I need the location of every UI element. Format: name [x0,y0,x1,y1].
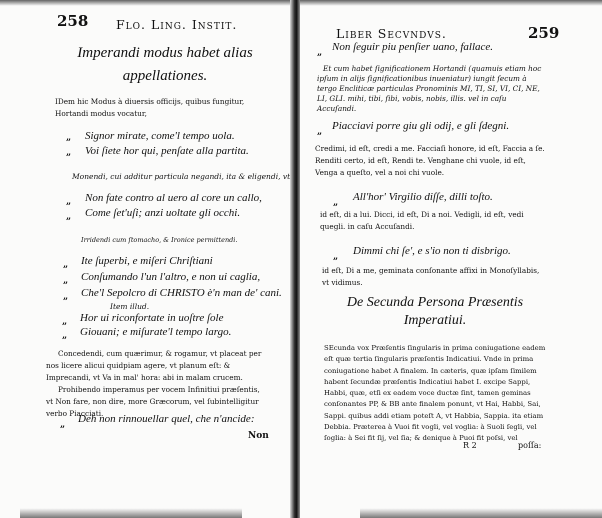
paragraph: id eſt, Di a me, geminata conſonante affixi in Monoſyllabis, vt vidimus. [322,266,540,287]
intro-paragraph: IDem hic Modus à diuersis officijs, quibus fungitur, Hortandi modus vocatur, [55,97,245,118]
verse-line: Hor ui riconfortate in uoſtre ſole [80,312,224,324]
verse-line: Signor mirate, come'l tempo uola. [85,130,235,142]
quote-mark: „ [62,317,68,327]
heading-line-1: De Secunda Persona Præsentis [346,295,524,310]
heading-line-2: appellationes. [122,68,208,84]
quote-mark: „ [62,331,68,341]
quote-mark: „ [63,276,69,286]
irridendi-note: Irridendi cum ſtomacho, & Ironice permittendi. [81,236,238,244]
monendi-note: Monendi, cui additur particula negandi, ita & eligendi, vt [72,172,291,181]
catchword: Non [248,431,269,441]
quote-mark: „ [317,48,323,58]
concedendi-paragraph: Concedendi, cum quærimur, & rogamur, vt placeat per nos licere alicui quidpiam agere, vt planum eſt: & Imprecandi, vt Va in mal' hora: abi in malam crucem. [46,349,262,382]
catchword: poſſa: [518,441,542,450]
quote-mark: „ [60,420,66,430]
running-head: Flo. Ling. Instit. [116,17,238,32]
left-page [0,0,292,518]
verse-line: Ite ſuperbi, e miſeri Chriſtiani [81,255,213,267]
paragraph: id eſt, di a lui. Dicci, id eſt, Di a noi. Vedigli, id eſt, vedi quegli. in caſu Accuſandi. [320,210,524,231]
quote-mark: „ [66,197,72,207]
quote-mark: „ [66,148,72,158]
quote-mark: „ [63,292,69,302]
page-number: 258 [57,12,89,30]
verse-line: Voi ſiete hor qui, penſate alla partita. [85,145,249,157]
paragraph: SEcunda vox Præſentis ſingularis in prima coniugatione eadem eſt quæ tertia ſingularis præſentis Indicatiui. Vnde in prima coniugatione habet A finalem. In cæteris, quæ ipſam ſimilem habent ſecundæ præſentis Indicatiui habet I. excipe Sappi, Habbi, quæ, etſi ex eadem voce ductæ ſint, tamen geminas conſonantes PP, & BB ante finalem ponunt, vt Hai, Habbi, Sai, Sappi. quibus addi etiam poteſt A, vt Habbia, Sappia. ita etiam Debbia. Præterea à Vuoi fit vogli, vel voglia: à Suoli ſegli, vel ſoglia: à Sei fit ſij, vel ſia; & denique à Puoi fit poſsi, vel [324,344,546,443]
verse-line: All'hor' Virgilio diſſe, dilli toſto. [353,191,493,203]
verse-line: Che'l Sepolcro di CHRISTO è'n man de' cani. [81,287,282,299]
heading-line-2: Imperatiui. [403,313,467,328]
quote-mark: „ [333,252,339,262]
verse-line: Non fate contro al uero al core un callo, [85,192,262,204]
right-page [300,0,602,518]
prohibendo-paragraph: Prohibendo imperamus per vocem Infinitiui præſentis, vt Non fare, non dire, more Græcorum, vel ſubintelligitur verbo Piacciati. [46,385,260,418]
verse-line: Come ſet'uſi; anzi uoltate gli occhi. [85,207,241,219]
running-head: Liber Secvndvs. [336,26,447,41]
verse-line: Deh non rinnouellar quel, che n'ancide: [78,413,255,425]
paragraph: Et cum habet ſignificationem Hortandi (quamuis etiam hoc ipſum in alijs ſignificationibus inueniatur) iungit ſecum à tergo Encliticæ particulas Pronominis MI, TI, SI, VI, CI, NE, LI, GLI. mihi, tibi, ſibi, vobis, nobis, illis. vel in caſu Accuſandi. [317,64,542,113]
heading-line-1: Imperandi modus habet alias [77,45,253,61]
verse-line: Non ſeguir piu penſier uano, fallace. [332,41,494,53]
verse-line: Giouani; e miſurate'l tempo largo. [80,326,232,338]
verse-line: Conſumando l'un l'altro, e non ui caglia, [81,271,261,283]
quote-mark: „ [317,127,323,137]
signature-mark: R 2 [463,441,477,450]
quote-mark: „ [66,212,72,222]
quote-mark: „ [63,260,69,270]
verse-line: Piacciavi porre giu gli odij, e gli ſdegni. [332,120,510,132]
quote-mark: „ [66,133,72,143]
item-illud: Item illud. [110,302,150,311]
verse-line: Dimmi chi ſe', e s'io non ti disbrigo. [353,245,511,257]
paragraph: Credimi, id eſt, credi a me. Facciaſi honore, id eſt, Faccia a ſe. Renditi certo, id eſt, Rendi te. Venghane chi vuole, id eſt, Venga a queſto, vel a noi chi vuole. [315,144,545,177]
quote-mark: „ [333,198,339,208]
page-number: 259 [528,24,560,42]
